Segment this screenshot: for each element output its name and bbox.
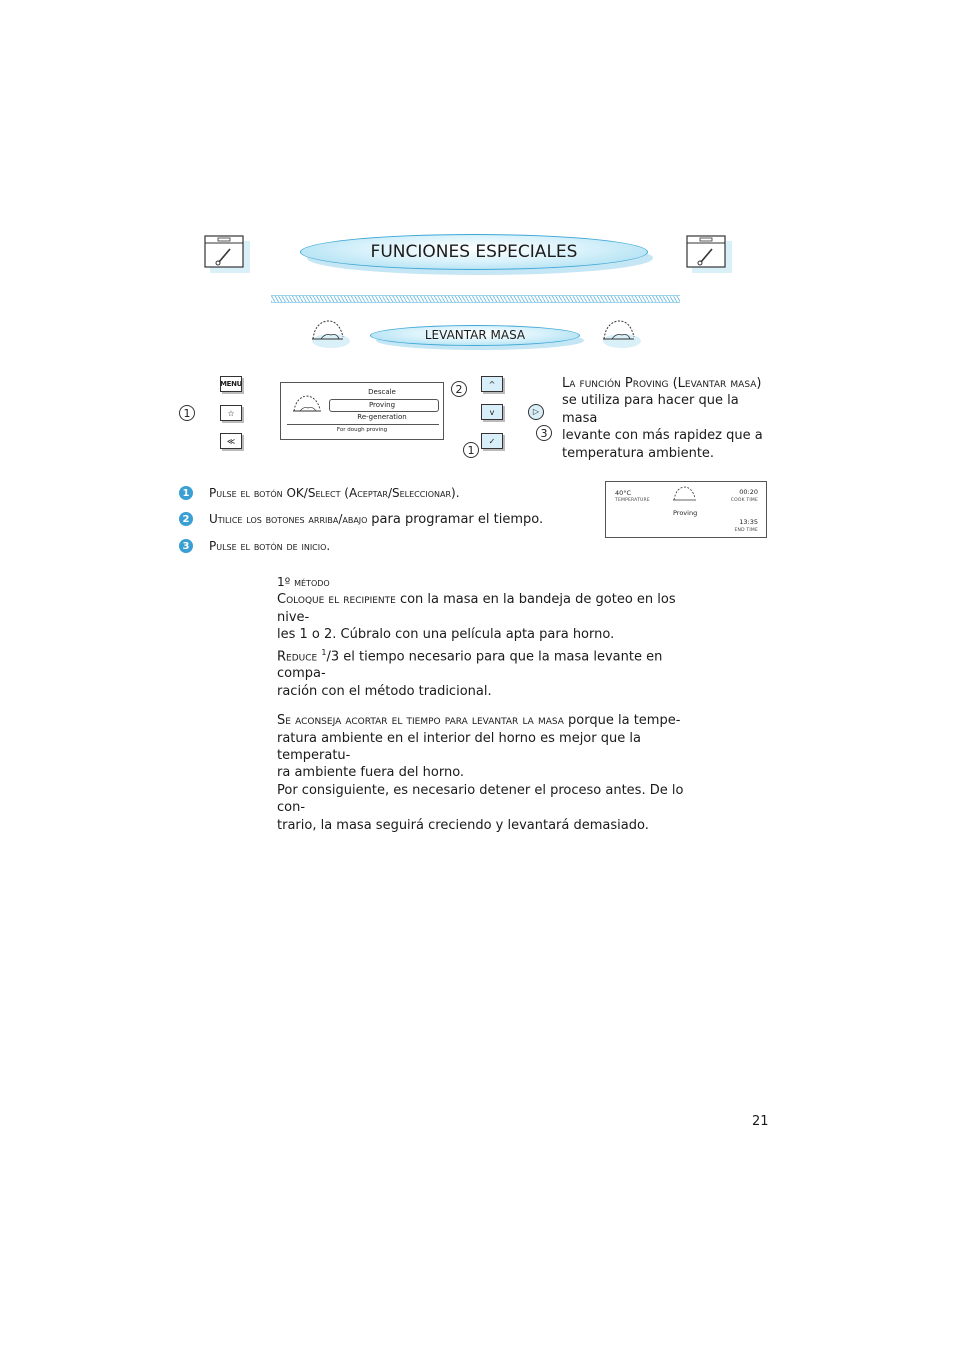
method-text: /3 el tiempo necesario para que la masa levante en compa-	[277, 648, 663, 682]
back-button[interactable]	[220, 433, 242, 449]
oven-wrench-icon	[686, 235, 744, 279]
fraction-numerator: 1	[321, 647, 327, 657]
display-status-screen	[605, 481, 767, 538]
method-text: porque la tempe-	[563, 713, 681, 729]
end-time-label: END TIME	[734, 528, 758, 533]
chevron-down-icon: v	[489, 407, 495, 417]
start-button[interactable]	[528, 404, 544, 420]
step-2-detail: para programar el tiempo.	[371, 512, 544, 527]
display-menu-screen	[280, 382, 444, 440]
step-2-text	[209, 512, 543, 527]
method-section	[277, 574, 697, 834]
menu-label: MENU	[219, 380, 243, 388]
intro-paragraph	[562, 375, 772, 462]
hatched-divider	[271, 295, 680, 303]
menu-option: Re-generation	[357, 413, 407, 421]
method-emphasis: Se aconseja acortar el tiempo para levantar la masa	[277, 713, 564, 729]
step-number-1: 1	[179, 486, 193, 500]
menu-option-selected: Proving	[368, 401, 396, 409]
page-number: 21	[752, 1114, 769, 1129]
dough-proving-icon	[672, 485, 698, 505]
double-chevron-left-icon: ≪	[226, 436, 236, 446]
method-line: ración con el método tradicional.	[277, 683, 492, 699]
menu-option: Descale	[368, 388, 396, 396]
method-emphasis: Reduce	[277, 648, 318, 664]
oven-wrench-icon	[204, 235, 262, 279]
callout-label: 1	[183, 406, 191, 420]
callout-label: 2	[455, 382, 463, 396]
callout-1-icon	[463, 442, 479, 458]
star-icon: ☆	[227, 408, 235, 418]
intro-line: temperatura ambiente.	[562, 445, 715, 461]
temperature-value: 40°C	[615, 489, 632, 497]
step-number-3: 3	[179, 539, 193, 553]
dough-proving-icon	[309, 317, 353, 351]
step-1-text	[209, 486, 460, 500]
subsection-title-pill	[370, 325, 580, 346]
callout-2-icon	[451, 381, 467, 397]
cook-time-value: 00:20	[739, 488, 758, 496]
dough-proving-icon	[600, 317, 644, 351]
mode-label: Proving	[673, 509, 698, 517]
check-icon: ✓	[488, 436, 496, 446]
callout-label: 1	[467, 443, 475, 457]
cook-time-label: COOK TIME	[730, 498, 758, 503]
step-1-action: Pulse el botón	[209, 486, 283, 500]
method-line	[277, 712, 697, 729]
method-title: 1º método	[277, 575, 330, 589]
display-divider	[287, 424, 439, 425]
method-line	[277, 644, 697, 683]
method-line: les 1 o 2. Cúbralo con una película apta para horno.	[277, 627, 615, 643]
method-text: con la masa en la bandeja de goteo en los nive-	[277, 592, 676, 625]
method-line: ra ambiente fuera del horno.	[277, 765, 465, 781]
section-title-pill	[300, 234, 648, 270]
subsection-title: LEVANTAR MASA	[424, 328, 526, 342]
favourite-button[interactable]	[220, 405, 242, 421]
step-2-action: Utilice los botones arriba/abajo	[209, 512, 368, 526]
ok-button[interactable]	[481, 433, 503, 449]
down-button[interactable]	[481, 404, 503, 420]
chevron-up-icon: ^	[488, 379, 496, 389]
end-time-value: 13:35	[739, 518, 758, 526]
callout-1-icon	[179, 405, 195, 421]
intro-heading: La función Proving (Levantar masa)	[562, 376, 762, 391]
dough-proving-icon	[291, 393, 325, 417]
play-icon: ▷	[532, 407, 540, 416]
method-line: Por consiguiente, es necesario detener el proceso antes. De lo con-	[277, 782, 684, 816]
callout-label: 3	[540, 426, 548, 440]
up-button[interactable]	[481, 376, 503, 392]
intro-line: se utiliza para hacer que la masa	[562, 393, 739, 426]
menu-button[interactable]	[220, 376, 242, 392]
method-emphasis: Coloque el recipiente	[277, 592, 396, 608]
section-title: FUNCIONES ESPECIALES	[370, 242, 578, 262]
intro-line: levante con más rapidez que a	[562, 428, 763, 444]
callout-3-icon	[536, 425, 552, 441]
step-1-button: OK/Select (Aceptar/Seleccionar).	[286, 486, 460, 500]
step-number-2: 2	[179, 512, 193, 526]
method-line	[277, 591, 697, 626]
step-3-text	[209, 539, 330, 553]
display-hint: For dough proving	[336, 427, 388, 433]
method-line: ratura ambiente en el interior del horno es mejor que la temperatu-	[277, 730, 641, 763]
step-3-action: Pulse el botón de inicio.	[209, 539, 331, 553]
temperature-label: TEMPERATURE	[615, 498, 650, 503]
method-line: trario, la masa seguirá creciendo y levantará demasiado.	[277, 817, 649, 833]
